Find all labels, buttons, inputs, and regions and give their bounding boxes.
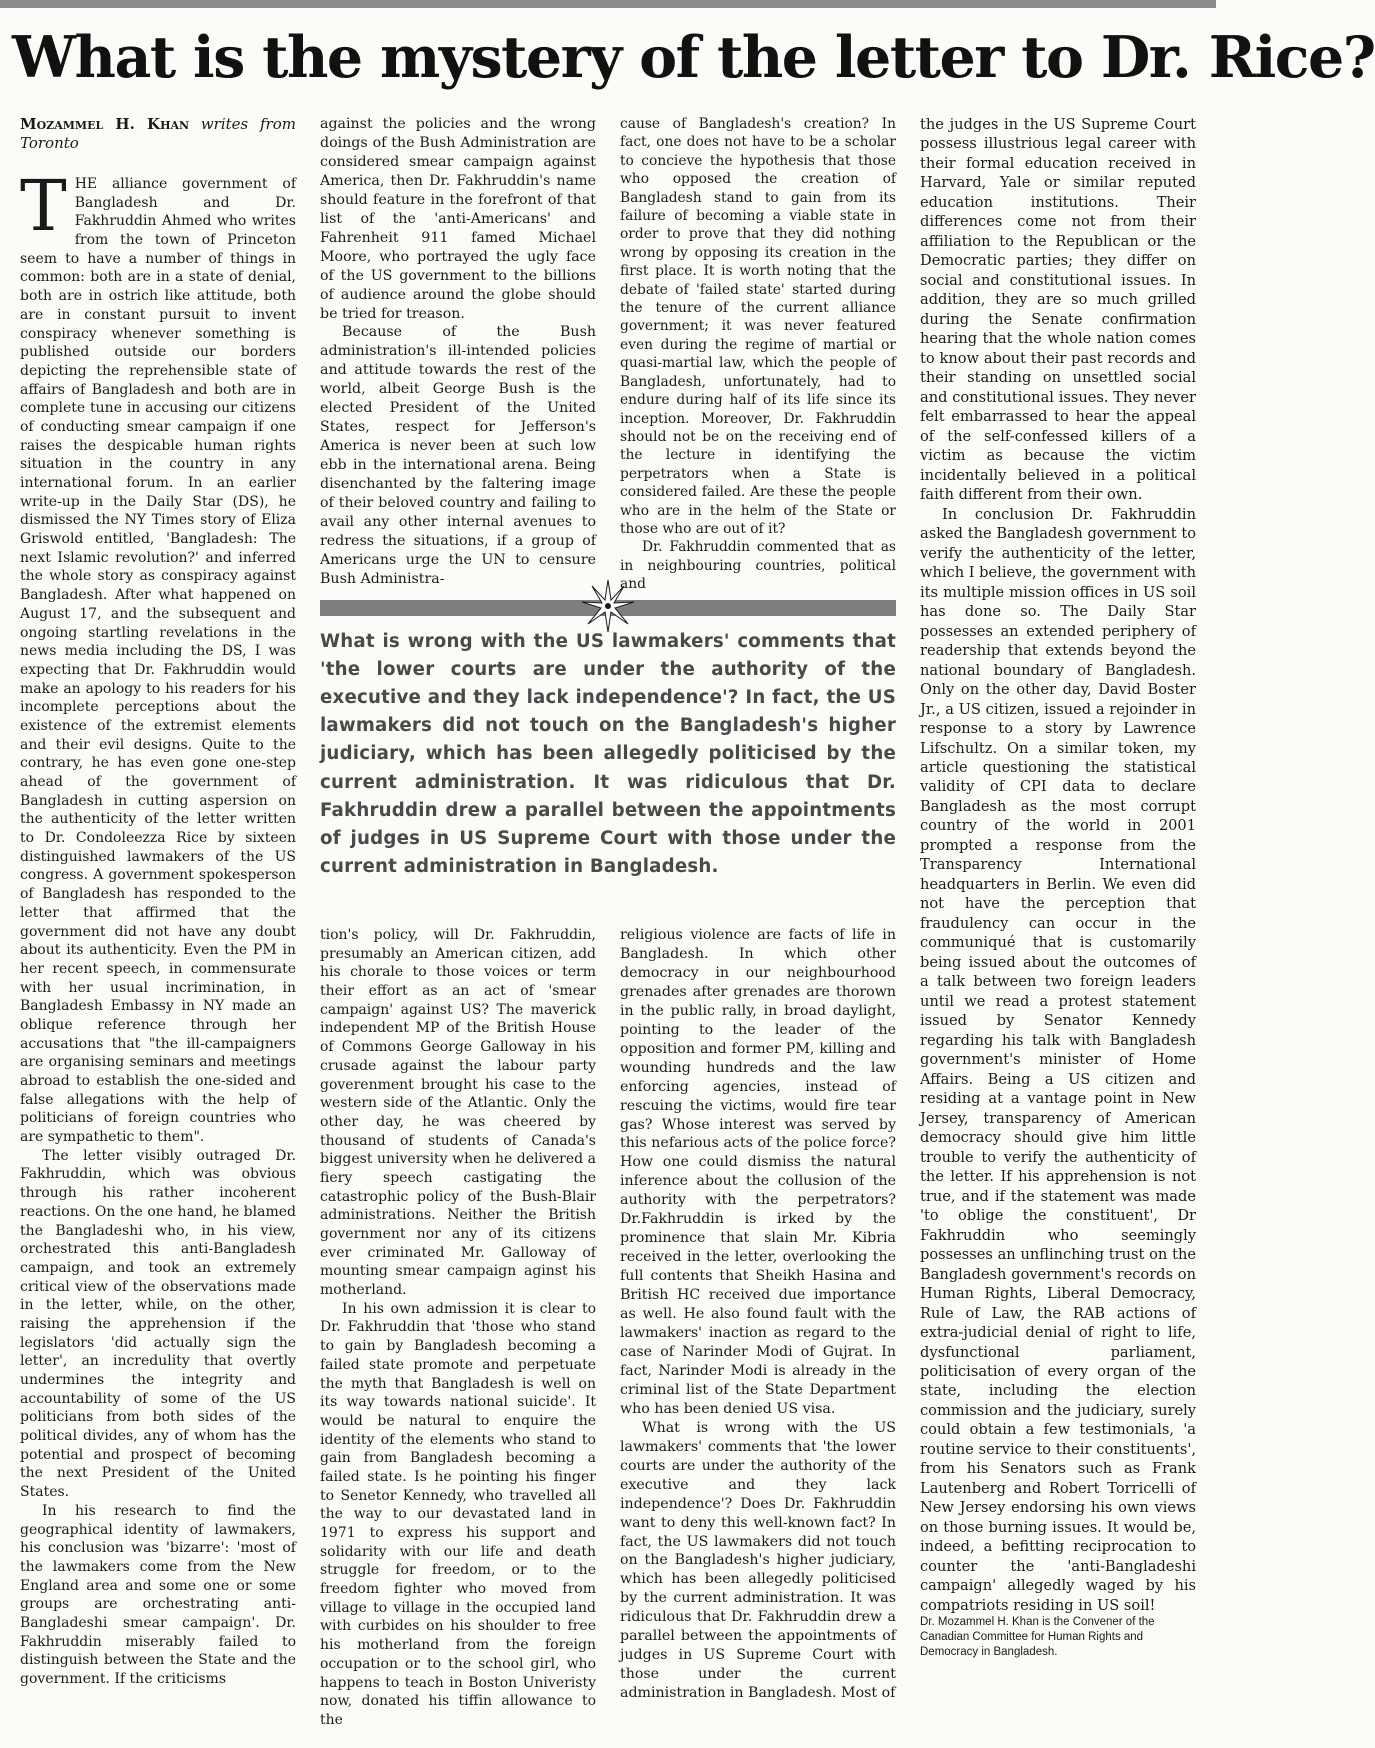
paragraph: cause of Bangladesh's creation? In fact, one does not have to be a scholar to concieve the hypothesis that those who opposed the creation of Bangladesh stand to gain from its failure of becoming a viable state in order to prove that they did nothing wrong by opposing its creation in the first place. It is worth noting that the debate of 'failed state' started during the tenure of the current alliance government; it was never featured even during the regime of martial or quasi-martial law, which the people of Bangladesh, unfortunately, had to endure during half of its life since its inception. Moreover, Dr. Fakhruddin should not be on the receiving end of the lecture in identifying the perpetrators when a State is considered failed. Are these the people who are in the helm of the State or those who are out of it? <box>620 116 896 537</box>
drop-cap: T <box>20 165 67 247</box>
paragraph: tion's policy, will Dr. Fakhruddin, presumably an American citizen, add his chorale to those voices or term their effort as an act of 'smear campaign' against US? The maverick independent MP of the British House of Commons George Galloway in his crusade against the labour party goverenment brought his case to the western side of the Atlantic. Only the other day, he was cheered by thousand of students of Canada's biggest university when he delivered a fiery speech castigating the catastrophic policy of the Bush-Blair administrations. Neither the British government nor any of its citizens ever criminated Mr. Galloway of mounting smear campaign aginst his motherland. <box>320 927 596 1299</box>
paragraph: Because of the Bush administration's ill-intended policies and attitude towards the rest of the world, albeit George Bush is the elected President of the United States, respect for Jefferson's America is never been at such low ebb in the international arena. Being disenchanted by the faltering image of their beloved country and failing to avail any other internal avenues to redress the situations, if a group of Americans urge the UN to censure Bush Administra- <box>320 324 596 587</box>
paragraph <box>20 165 296 1147</box>
pull-quote: What is wrong with the US lawmakers' comments that 'the lower courts are under the authority of the executive and they lack independence'? In fact, the US lawmakers did not touch on the Bangladesh's higher judiciary, which has been allegedly politicised by the current administration. It was ridiculous that Dr. Fakhruddin drew a parallel between the appointments of judges in US Supreme Court with those under the current administration in Bangladesh. <box>320 631 896 877</box>
starburst-icon <box>580 578 636 634</box>
paragraph: Dr. Fakhruddin commented that as in neighbouring countries, political and <box>620 539 896 593</box>
headline: What is the mystery of the letter to Dr. Rice? <box>12 24 1375 91</box>
paragraph-text: HE alliance government of Bangladesh and Dr. Fakhruddin Ahmed who writes from the town of Princeton seem to have a number of things in common: both are in a state of denial, both are in ostrich like attitude, both are in constant pursuit to invent conspiracy whenever something is published outside our borders depicting the reprehensible state of affairs of Bangladesh and both are in complete tune in accusing our citizens of conducting smear campaign if one raises the despicable human rights situation in the country in any international forum. In an earlier write-up in the Daily Star (DS), he dismissed the NY Times story of Eliza Griswold entitled, 'Bangladesh: The next Islamic revolution?' and inferred the whole story as conspiracy against Bangladesh. After what happened on August 17, and the subsequent and ongoing startling revelations in the news media including the DS, I was expecting that Dr. Fakhruddin would make an apology to his readers for his incomplete perceptions about the existence of the extremist elements and their evil designs. Quite to the contrary, he has even gone one-step ahead of the government of Bangladesh in cutting aspersion on the authenticity of the letter written to Dr. Condoleezza Rice by sixteen distinguished lawmakers of the US congress. A government spokesperson of Bangladesh has responded to the letter that affirmed that the government did not have any doubt about its authenticity. Even the PM in her recent speech, in commensurate with her usual incrimination, in Bangladesh Embassy in NY made an oblique reference through her accusations that "the ill-campaigners are organising seminars and meetings abroad to establish the one-sided and false allegations with the help of politicians of foreign countries who are sympathetic to them". <box>20 176 296 1146</box>
column-3-bottom <box>620 926 896 1736</box>
column-3-top <box>620 115 896 597</box>
column-2-top <box>320 115 596 597</box>
byline-location: writes from Toronto <box>20 115 296 152</box>
byline-author: Mozammel H. Khan <box>20 115 190 133</box>
top-rule <box>0 0 1216 8</box>
paragraph: The letter visibly outraged Dr. Fakhruddin, which was obvious through his rather incoherent reactions. On the one hand, he blamed the Bangladeshi who, in his view, orchestrated this anti-Bangladesh campaign, and took an extremely critical view of the observations made in the letter, while, on the other, raising the apprehension if the legislators 'did actually sign the letter', an incredulity that overtly undermines the integrity and accountability of some of the US politicians from both sides of the political divides, any of whom has the potential and prospect of becoming the next President of the United States. <box>20 1147 296 1501</box>
column-2-bottom <box>320 926 596 1736</box>
column-1 <box>20 115 296 1735</box>
paragraph: What is wrong with the US lawmakers' comments that 'the lower courts are under the authority of the executive and they lack independence'? Does Dr. Fakhruddin want to deny this well-known fact? In fact, the US lawmakers did not touch on the Bangladesh's higher judiciary, which has been allegedly politicised by the current administration. It was ridiculous that Dr. Fakhruddin drew a parallel between the appointments of judges in US Supreme Court with those under the current administration in Bangladesh. Most of <box>620 1419 896 1702</box>
paragraph: the judges in the US Supreme Court possess illustrious legal career with their formal education received in Harvard, Yale or similar reputed education institutions. Their differences come not from their affiliation to the Republican or the Democratic parties; they differ on social and constitutional issues. In addition, they are so much grilled during the Senate confirmation hearing that the whole nation comes to know about their past records and their standing on unsettled social and constitutional issues. They never felt embarrassed to hear the appeal of the self-confessed killers of a victim as because the victim incidentally believed in a political faith different from their own. <box>920 116 1196 504</box>
author-note: Dr. Mozammel H. Khan is the Convener of the Canadian Committee for Human Rights and Democracy in Bangladesh. <box>920 1616 1155 1659</box>
column-4 <box>920 115 1196 1735</box>
paragraph: In his research to find the geographical identity of lawmakers, his conclusion was 'bizarre': 'most of the lawmakers come from the New England area and some one or some groups are orchestrating anti-Bangladeshi smear campaign'. Dr. Fakhruddin miserably failed to distinguish between the State and the government. If the criticisms <box>20 1502 296 1687</box>
byline <box>20 115 296 153</box>
paragraph: against the policies and the wrong doings of the Bush Administration are considered smear campaign against America, then Dr. Fakhruddin's name should feature in the forefront of that list of the 'anti-Americans' and Fahrenheit 911 famed Michael Moore, who portrayed the ugly face of the US government to the billions of audience around the globe should be tried for treason. <box>320 116 596 322</box>
paragraph: In his own admission it is clear to Dr. Fakhruddin that 'those who stand to gain by Bangladesh becoming a failed state promote and perpetuate the myth that Bangladesh is well on its way towards national suicide'. It would be natural to enquire the identity of the elements who stand to gain from Bangladesh becoming a failed state. Is he pointing his finger to Senetor Kennedy, who travelled all the way to our devastated land in 1971 to express his support and solidarity with our life and death struggle for freedom, or to the freedom fighter who moved from village to village in the occupied land with curbides on his shoulder to free his motherland from the foreign occupation or to the school girl, who happens to teach in Boston Univeristy now, donated his tiffin allowance to the <box>320 1300 596 1728</box>
paragraph: religious violence are facts of life in Bangladesh. In which other democracy in our neighbourhood grenades after grenades are thorown in the public rally, in broad daylight, pointing to the leader of the opposition and former PM, killing and wounding hundreds and the law enforcing agencies, instead of rescuing the victims, would fire tear gas? Whose interest was served by this nefarious acts of the police force? How one could dismiss the natural inference about the collusion of the authority with the perpetrators? Dr.Fakhruddin is irked by the prominence that slain Mr. Kibria received in the letter, overlooking the full contents that Sheikh Hasina and British HC received due importance as well. He also found fault with the lawmakers' inaction as regard to the case of Narinder Modi of Gujrat. In fact, Narinder Modi is already in the criminal list of the State Department who has been denied US visa. <box>620 927 896 1417</box>
paragraph: In conclusion Dr. Fakhruddin asked the Bangladesh government to verify the authenticity of the letter, which I believe, the government with its multiple mission offices in US soil has done so. The Daily Star possesses an extended periphery of readership that extends beyond the national boundary of Bangladesh. Only on the other day, David Boster Jr., a US citizen, issued a rejoinder in response to a story by Lawrence Lifschultz. On a similar token, my article questioning the statistical validity of CPI data to declare Bangladesh as the most corrupt country of the world in 2001 prompted a response from the Transparency International headquarters in Berlin. We even did not have the perception that fraudulency can occur in the communiqué that is customarily being issued about the outcomes of a talk between two foreign leaders until we read a protest statement issued by Senator Kennedy regarding his talk with Bangladesh government's minister of Home Affairs. Being a US citizen and residing at a vantage point in New Jersey, transparency of American democracy should give him little trouble to verify the authenticity of the letter. If his apprehension is not true, and if the statement was made 'to oblige the constituent', Dr Fakhruddin who seemingly possesses an unflinching trust on the Bangladesh government's records on Human Rights, Liberal Democracy, Rule of Law, the RAB actions of extra-judicial denial of right to life, dysfunctional parliament, politicisation of every organ of the state, including the election commission and the judiciary, surely could obtain a few testimonials, 'a routine service to their constituents', from his Senators such as Frank Lautenberg and Robert Torricelli of New Jersey endorsing his own views on those burning issues. It would be, indeed, a befitting reciprocation to counter the 'anti-Bangladeshi campaign' allegedly waged by his compatriots residing in US soil! <box>920 505 1197 1614</box>
